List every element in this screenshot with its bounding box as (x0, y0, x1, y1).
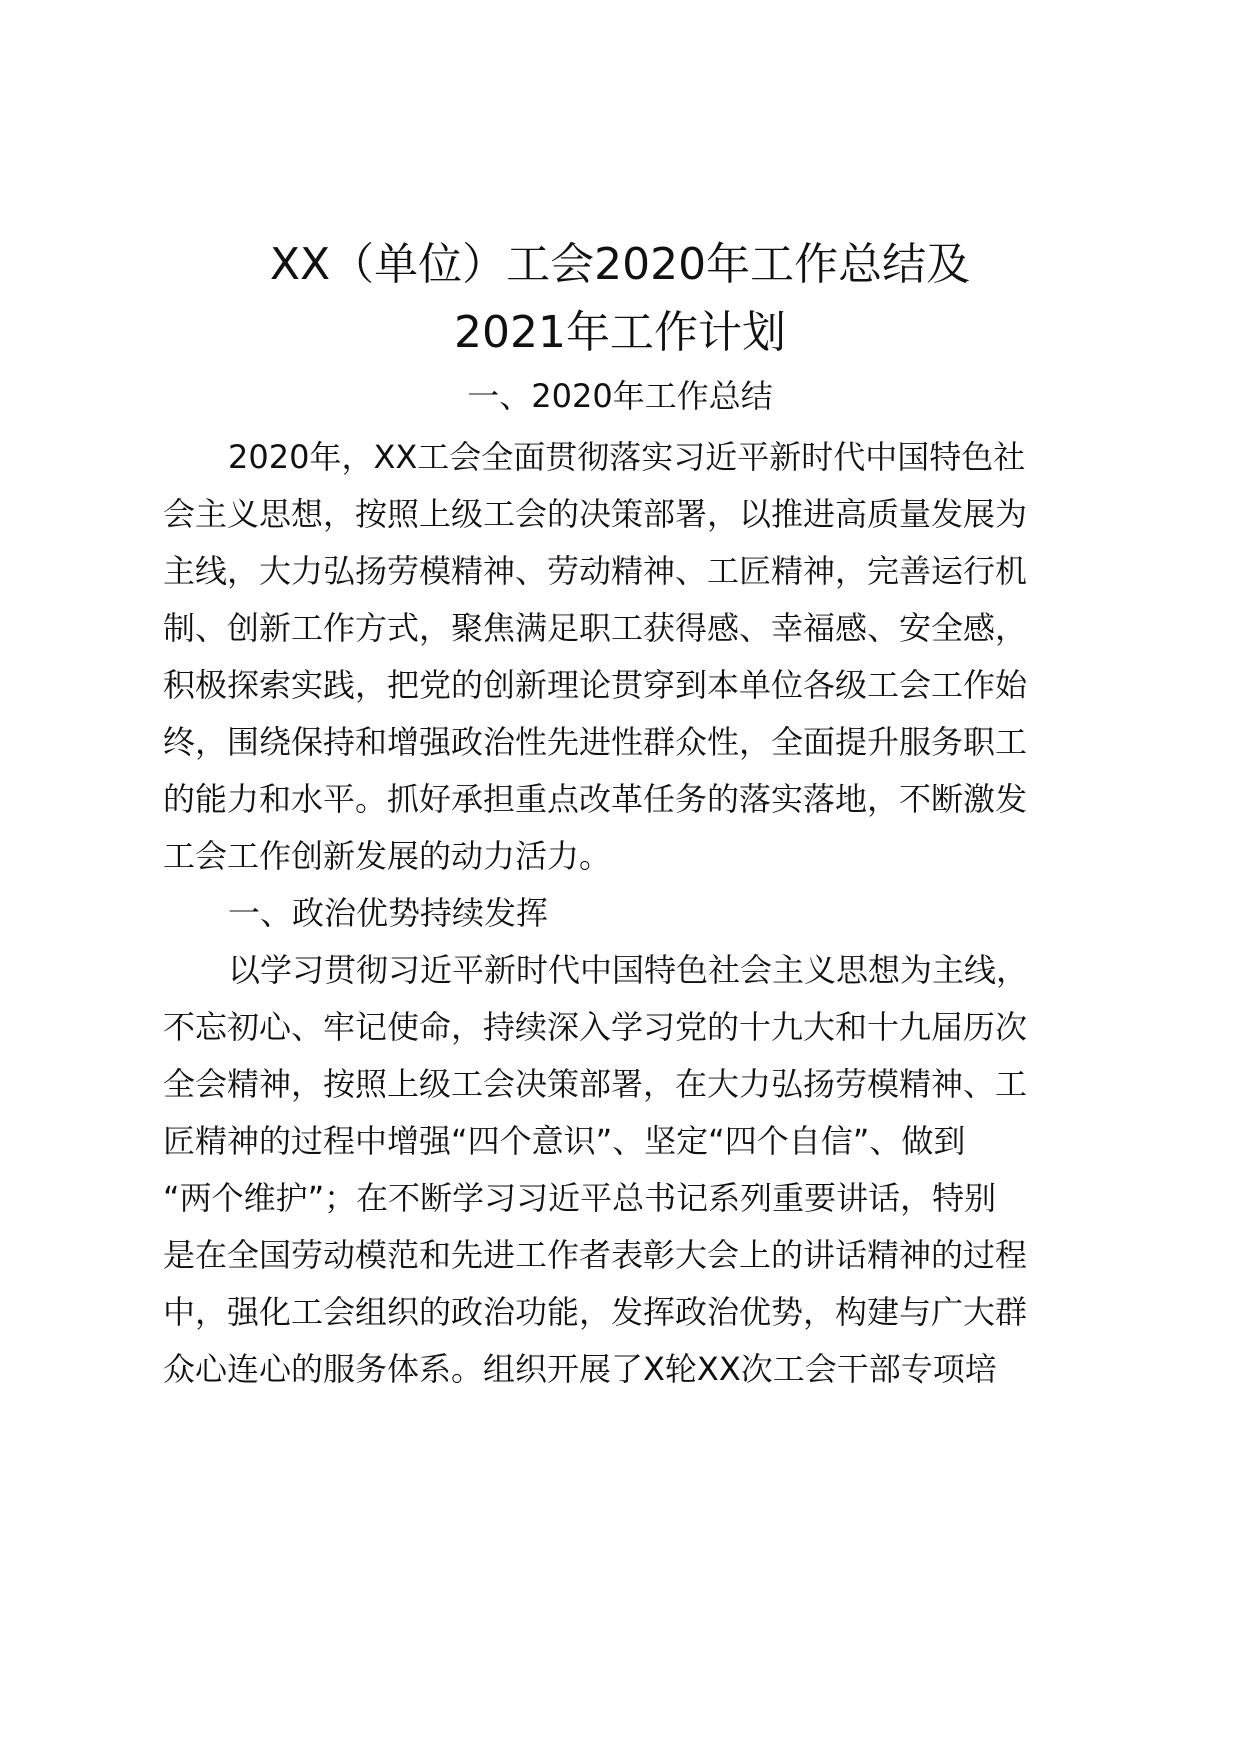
paragraph-line: 众心连心的服务体系。组织开展了X轮XX次工会干部专项培 (163, 1350, 997, 1388)
subheading-political-advantage: 一、政治优势持续发挥 (228, 894, 549, 932)
paragraph-line: 终，围绕保持和增强政治性先进性群众性，全面提升服务职工 (163, 723, 1028, 761)
paragraph-line: 的能力和水平。抓好承担重点改革任务的落实落地，不断激发 (163, 780, 1028, 818)
paragraph-line: 匠精神的过程中增强“四个意识”、坚定“四个自信”、做到 (163, 1122, 966, 1160)
paragraph-line: 制、创新工作方式，聚焦满足职工获得感、幸福感、安全感， (163, 609, 1028, 647)
paragraph-line: “两个维护”；在不断学习习近平总书记系列重要讲话，特别 (163, 1179, 997, 1217)
paragraph-line: 积极探索实践，把党的创新理论贯穿到本单位各级工会工作始 (163, 666, 1028, 704)
paragraph-line: 会主义思想，按照上级工会的决策部署，以推进高质量发展为 (163, 495, 1028, 533)
paragraph-line: 工会工作创新发展的动力活力。 (163, 837, 612, 875)
paragraph-line: 是在全国劳动模范和先进工作者表彰大会上的讲话精神的过程 (163, 1236, 1028, 1274)
paragraph-line: 不忘初心、牢记使命，持续深入学习党的十九大和十九届历次 (163, 1008, 1028, 1046)
document-title-line-2: 2021年工作计划 (454, 307, 786, 358)
paragraph-line: 主线，大力弘扬劳模精神、劳动精神、工匠精神，完善运行机 (163, 552, 1028, 590)
paragraph-line: 全会精神，按照上级工会决策部署，在大力弘扬劳模精神、工 (163, 1065, 1028, 1103)
paragraph-line: 2020年，XX工会全面贯彻落实习近平新时代中国特色社 (228, 438, 1026, 476)
paragraph-line: 中，强化工会组织的政治功能，发挥政治优势，构建与广大群 (163, 1293, 1028, 1331)
document-title-line-1: XX（单位）工会2020年工作总结及 (269, 239, 971, 290)
section-heading: 一、2020年工作总结 (467, 377, 773, 415)
paragraph-line: 以学习贯彻习近平新时代中国特色社会主义思想为主线， (228, 951, 1029, 989)
